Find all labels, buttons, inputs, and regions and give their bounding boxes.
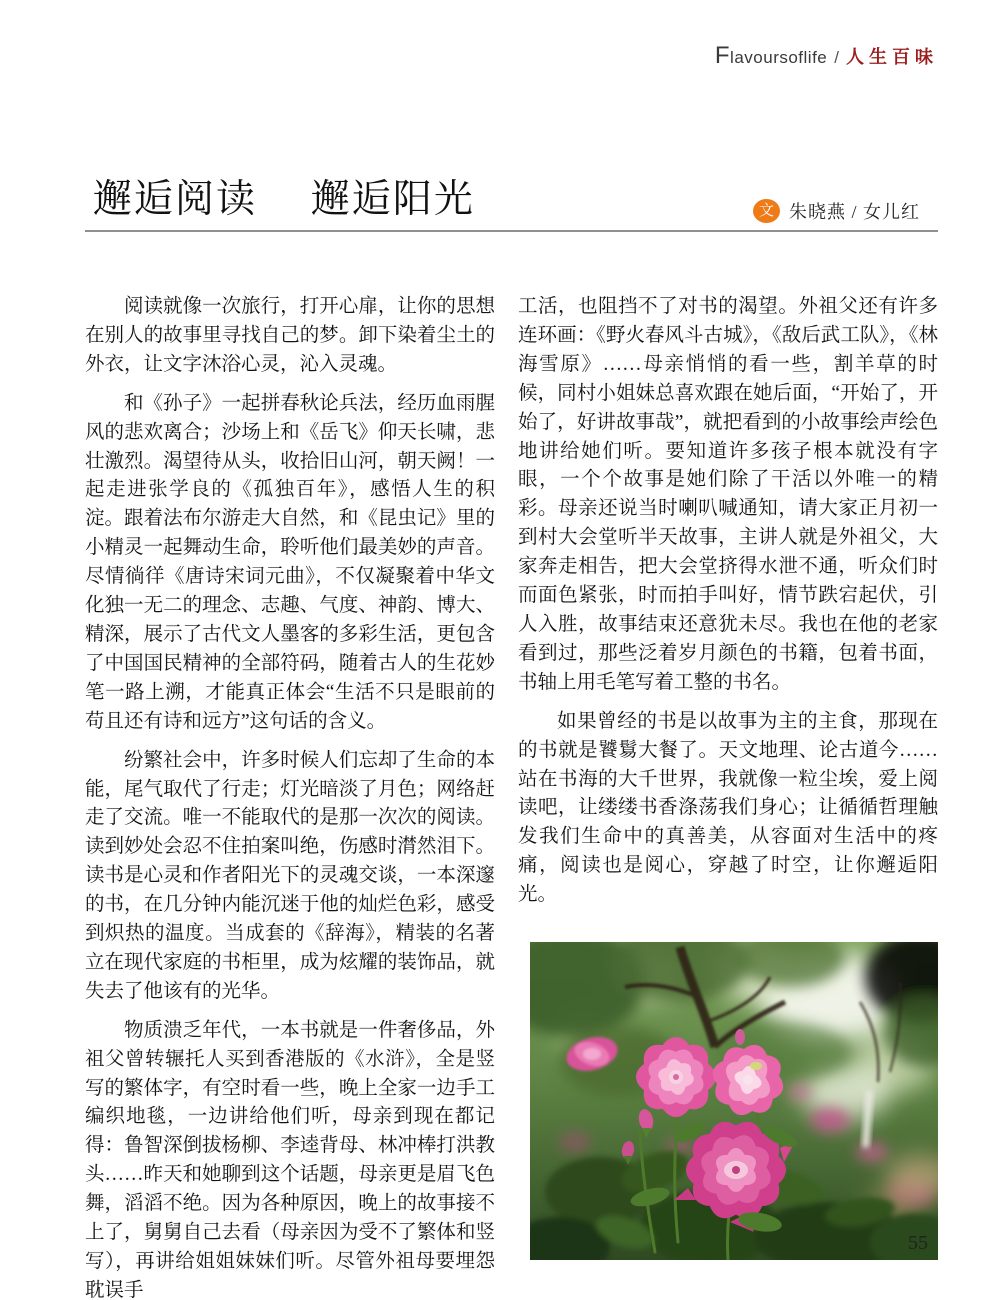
paragraph: 如果曾经的书是以故事为主的主食，那现在的书就是饕鬄大餐了。天文地理、论古道今……站在书海的大千世界，我就像一粒尘埃，爱上阅读吧，让缕缕书香涤荡我们身心；让循循哲理触发我们生命中的真善美，从容面对生活中的疼痛，阅读也是阅心，穿越了时空，让你邂逅阳光。 — [518, 710, 938, 906]
column-left — [85, 293, 495, 1300]
brand-initial: F — [714, 42, 731, 69]
title-rule — [85, 230, 938, 232]
author-badge-icon: 文 — [753, 199, 780, 223]
article-title: 邂逅阅读 邂逅阳光 — [93, 178, 475, 221]
running-head — [715, 42, 938, 70]
page-number: 55 — [908, 1232, 928, 1254]
section-name: 人生百味 — [846, 47, 938, 67]
column-right — [518, 293, 938, 1300]
article-body — [85, 293, 938, 1300]
byline — [753, 198, 920, 224]
paragraph: 和《孙子》一起拼春秋论兵法，经历血雨腥风的悲欢离合；沙场上和《岳飞》仰天长啸，悲壮激烈。渴望待从头，收拾旧山河，朝天阙！一起走进张学良的《孤独百年》，感悟人生的积淀。跟着法布尔游走大自然，和《昆虫记》里的小精灵一起舞动生命，聆听他们最美妙的声音。尽情徜徉《唐诗宋词元曲》，不仅凝聚着中华文化独一无二的理念、志趣、气度、神韵、博大、精深，展示了古代文人墨客的多彩生活，更包含了中国国民精神的全部符码，随着古人的生花妙笔一路上溯，才能真正体会“生活不只是眼前的苟且还有诗和远方”这句话的含义。 — [85, 392, 495, 732]
paragraph-continued: 工活，也阻挡不了对书的渴望。外祖父还有许多连环画：《野火春风斗古城》，《敌后武工队》，《林海雪原》……母亲悄悄的看一些，割羊草的时候，同村小姐妹总喜欢跟在她后面，“开始了，开始了，好讲故事哉”，就把看到的小故事绘声绘色地讲给她们听。要知道许多孩子根本就没有字眼，一个个故事是她们除了干活以外唯一的精彩。母亲还说当时喇叭喊通知，请大家正月初一到村大会堂听半天故事，主讲人就是外祖父，大家奔走相告，把大会堂挤得水泄不通，听众们时而面色紧张，时而拍手叫好，情节跌宕起伏，引人入胜，故事结束还意犹未尽。我也在他的老家看到过，那些泛着岁月颜色的书籍，包着书面，书轴上用毛笔写着工整的书名。 — [518, 296, 938, 693]
header-separator: / — [834, 48, 839, 67]
article-photo — [530, 942, 938, 1260]
paragraph: 纷繁社会中，许多时候人们忘却了生命的本能，尾气取代了行走；灯光暗淡了月色；网络赶走了交流。唯一不能取代的是那一次次的阅读。读到妙处会忍不住拍案叫绝，伤感时潸然泪下。读书是心灵和作者阳光下的灵魂交谈，一本深邃的书，在几分钟内能沉迷于他的灿烂色彩，感受到炽热的温度。当成套的《辞海》，精装的名著立在现代家庭的书柜里，成为炫耀的装饰品，就失去了他该有的光华。 — [85, 749, 495, 1002]
rose-garden-photo — [530, 942, 938, 1260]
title-block — [85, 160, 938, 230]
paragraph: 物质溃乏年代，一本书就是一件奢侈品，外祖父曾转辗托人买到香港版的《水浒》，全是竖写的繁体字，有空时看一些，晚上全家一边手工编织地毯，一边讲给他们听，母亲到现在都记得：鲁智深倒拔杨柳、李逵背母、林冲棒打洪教头……昨天和她聊到这个话题，母亲更是眉飞色舞，滔滔不绝。因为各种原因，晚上的故事接不上了，舅舅自己去看（母亲因为受不了繁体和竖写），再讲给姐姐妹妹们听。尽管外祖母要埋怨耽误手 — [85, 1019, 495, 1300]
paragraph: 阅读就像一次旅行，打开心扉，让你的思想在别人的故事里寻找自己的梦。卸下染着尘土的外衣，让文字沐浴心灵，沁入灵魂。 — [85, 296, 495, 375]
author-name: 朱晓燕 / 女儿红 — [788, 202, 920, 222]
brand-name: lavoursoflife — [730, 48, 828, 67]
